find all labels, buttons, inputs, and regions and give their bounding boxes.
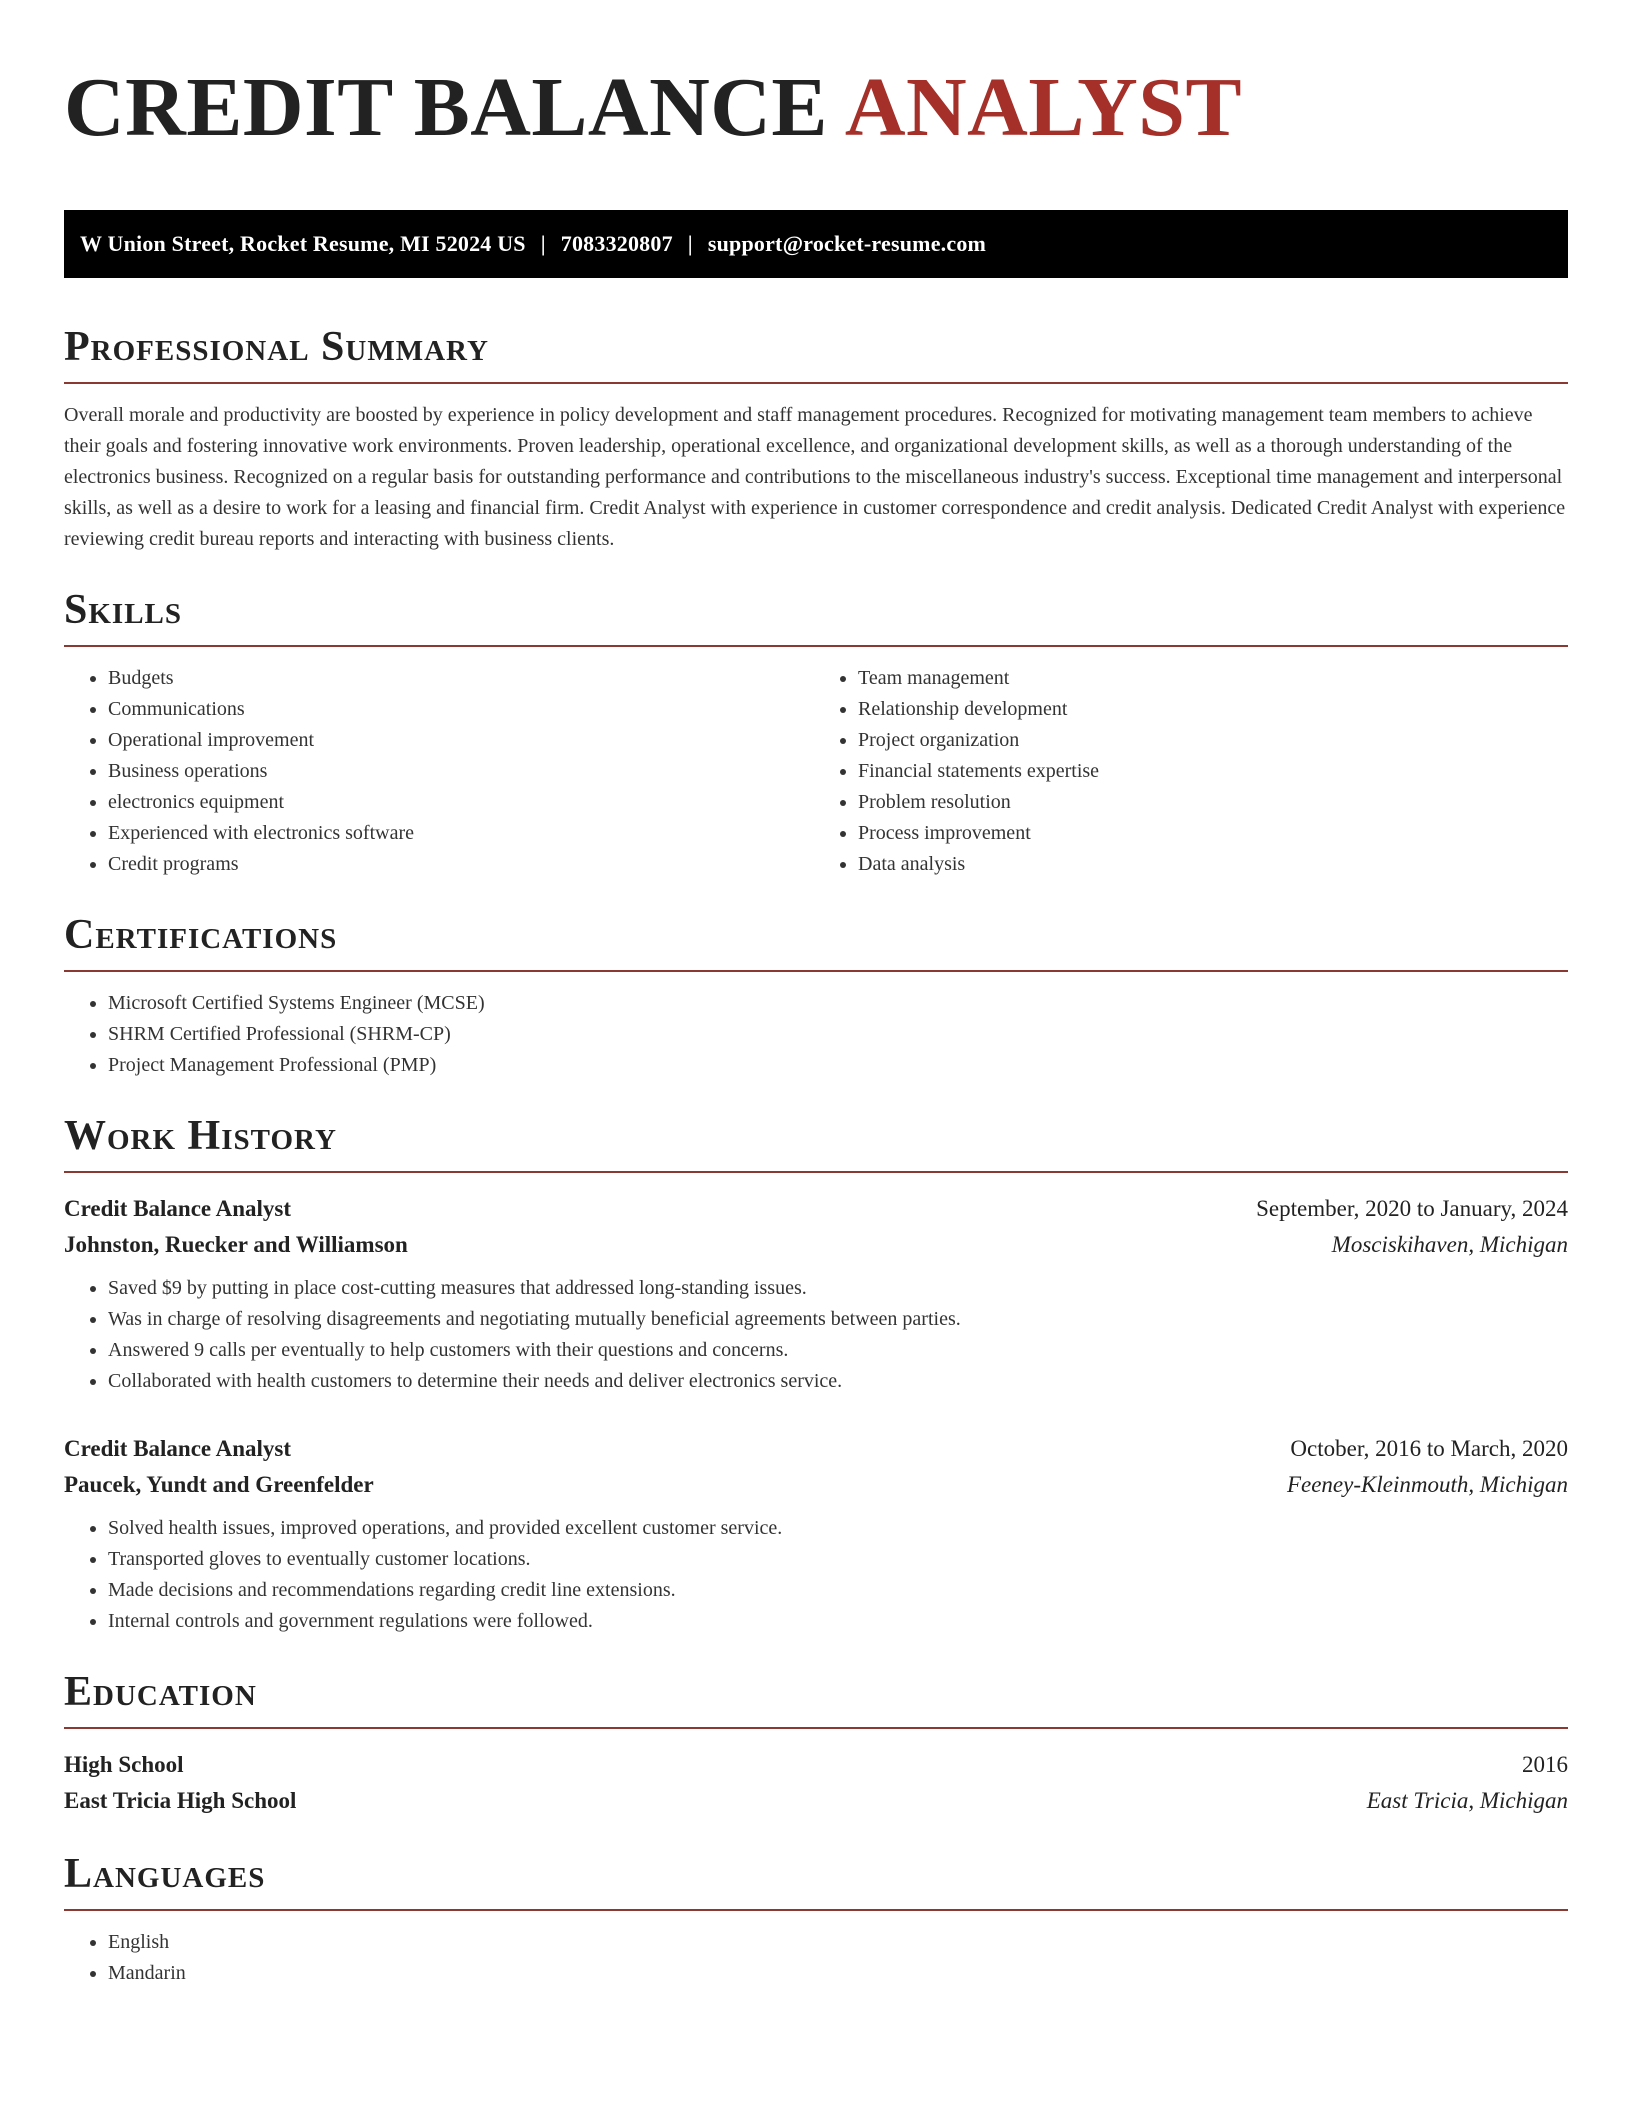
name-first: CREDIT BALANCE (64, 61, 828, 154)
job-company: Johnston, Ruecker and Williamson (64, 1232, 408, 1257)
job-bullets (64, 1273, 1568, 1397)
skills-grid (64, 647, 1568, 880)
education-heading: Education (64, 1671, 1568, 1729)
skill-item: • Team management (858, 663, 1568, 694)
name-second: ANALYST (844, 61, 1243, 154)
candidate-name (64, 58, 1568, 170)
skill-item: • Data analysis (858, 849, 1568, 880)
contact-address: W Union Street, Rocket Resume, MI 52024 US (80, 231, 526, 256)
job-company-row (64, 1227, 1568, 1263)
languages-section (64, 1853, 1568, 1989)
education-degree-row (64, 1747, 1568, 1783)
certifications-list (64, 988, 1568, 1081)
job-company: Paucek, Yundt and Greenfelder (64, 1472, 374, 1497)
language-item: • English (108, 1927, 1568, 1958)
languages-heading: Languages (64, 1853, 1568, 1911)
contact-separator: | (687, 231, 693, 256)
skill-item: • electronics equipment (108, 787, 818, 818)
certifications-heading: Certifications (64, 914, 1568, 972)
skill-item: • Problem resolution (858, 787, 1568, 818)
contact-phone[interactable]: 7083320807 (560, 231, 673, 256)
education-school: East Tricia High School (64, 1788, 297, 1813)
job-bullet: • Answered 9 calls per eventually to help customers with their questions and concerns. (108, 1335, 1568, 1366)
job-position: Credit Balance Analyst (64, 1436, 292, 1461)
job-bullet: • Transported gloves to eventually customer locations. (108, 1544, 1568, 1575)
job-bullets (64, 1513, 1568, 1637)
language-item: • Mandarin (108, 1958, 1568, 1989)
languages-list (64, 1927, 1568, 1989)
job-position: Credit Balance Analyst (64, 1196, 292, 1221)
job-location: Feeney-Kleinmouth, Michigan (1286, 1472, 1568, 1497)
job-company-row (64, 1467, 1568, 1503)
skill-item: • Budgets (108, 663, 818, 694)
contact-bar (64, 210, 1568, 278)
skill-item: • Relationship development (858, 694, 1568, 725)
job-title-row (64, 1431, 1568, 1467)
job-bullet: • Saved $9 by putting in place cost-cutting measures that addressed long-standing issues. (108, 1273, 1568, 1304)
job-title-row (64, 1191, 1568, 1227)
education-entry (64, 1747, 1568, 1819)
skill-item: • Operational improvement (108, 725, 818, 756)
summary-heading: Professional Summary (64, 326, 1568, 384)
certification-item: • Microsoft Certified Systems Engineer (MCSE) (108, 988, 1568, 1019)
certification-item: • Project Management Professional (PMP) (108, 1050, 1568, 1081)
skill-item: • Business operations (108, 756, 818, 787)
education-section (64, 1671, 1568, 1819)
work-history-section (64, 1115, 1568, 1637)
skills-list-left (64, 663, 818, 880)
job-dates: October, 2016 to March, 2020 (1290, 1436, 1568, 1461)
certification-item: • SHRM Certified Professional (SHRM-CP) (108, 1019, 1568, 1050)
job-location: Mosciskihaven, Michigan (1331, 1232, 1568, 1257)
skill-item: • Project organization (858, 725, 1568, 756)
job-bullet: • Internal controls and government regulations were followed. (108, 1606, 1568, 1637)
skills-section (64, 589, 1568, 880)
certifications-section (64, 914, 1568, 1081)
skill-item: • Experienced with electronics software (108, 818, 818, 849)
job-entry (64, 1191, 1568, 1397)
skill-item: • Credit programs (108, 849, 818, 880)
skill-item: • Communications (108, 694, 818, 725)
skill-item: • Financial statements expertise (858, 756, 1568, 787)
work-history-heading: Work History (64, 1115, 1568, 1173)
summary-text: Overall morale and productivity are boosted by experience in policy development and staff management procedures. Recognized for motivating management team members to achieve their goals and fostering innovative work environments. Proven leadership, operational excellence, and organizational development skills, as well as a thorough understanding of the electronics business. Recognized on a regular basis for outstanding performance and contributions to the miscellaneous industry's success. Exceptional time management and interpersonal skills, as well as a desire to work for a leasing and financial firm. Credit Analyst with experience in customer correspondence and credit analysis. Dedicated Credit Analyst with experience reviewing credit bureau reports and interacting with business clients. (64, 404, 1566, 550)
skills-list-right (818, 663, 1568, 880)
education-degree: High School (64, 1752, 184, 1777)
job-bullet: • Solved health issues, improved operations, and provided excellent customer service. (108, 1513, 1568, 1544)
job-bullet: • Made decisions and recommendations regarding credit line extensions. (108, 1575, 1568, 1606)
job-bullet: • Was in charge of resolving disagreements and negotiating mutually beneficial agreements between parties. (108, 1304, 1568, 1335)
education-year: 2016 (1522, 1752, 1568, 1777)
education-school-row (64, 1783, 1568, 1819)
job-bullet: • Collaborated with health customers to determine their needs and deliver electronics service. (108, 1366, 1568, 1397)
skills-heading: Skills (64, 589, 1568, 647)
job-entry (64, 1431, 1568, 1637)
contact-email[interactable]: support@rocket-resume.com (707, 231, 987, 256)
skill-item: • Process improvement (858, 818, 1568, 849)
education-location: East Tricia, Michigan (1366, 1788, 1568, 1813)
contact-separator: | (540, 231, 546, 256)
job-dates: September, 2020 to January, 2024 (1256, 1196, 1568, 1221)
